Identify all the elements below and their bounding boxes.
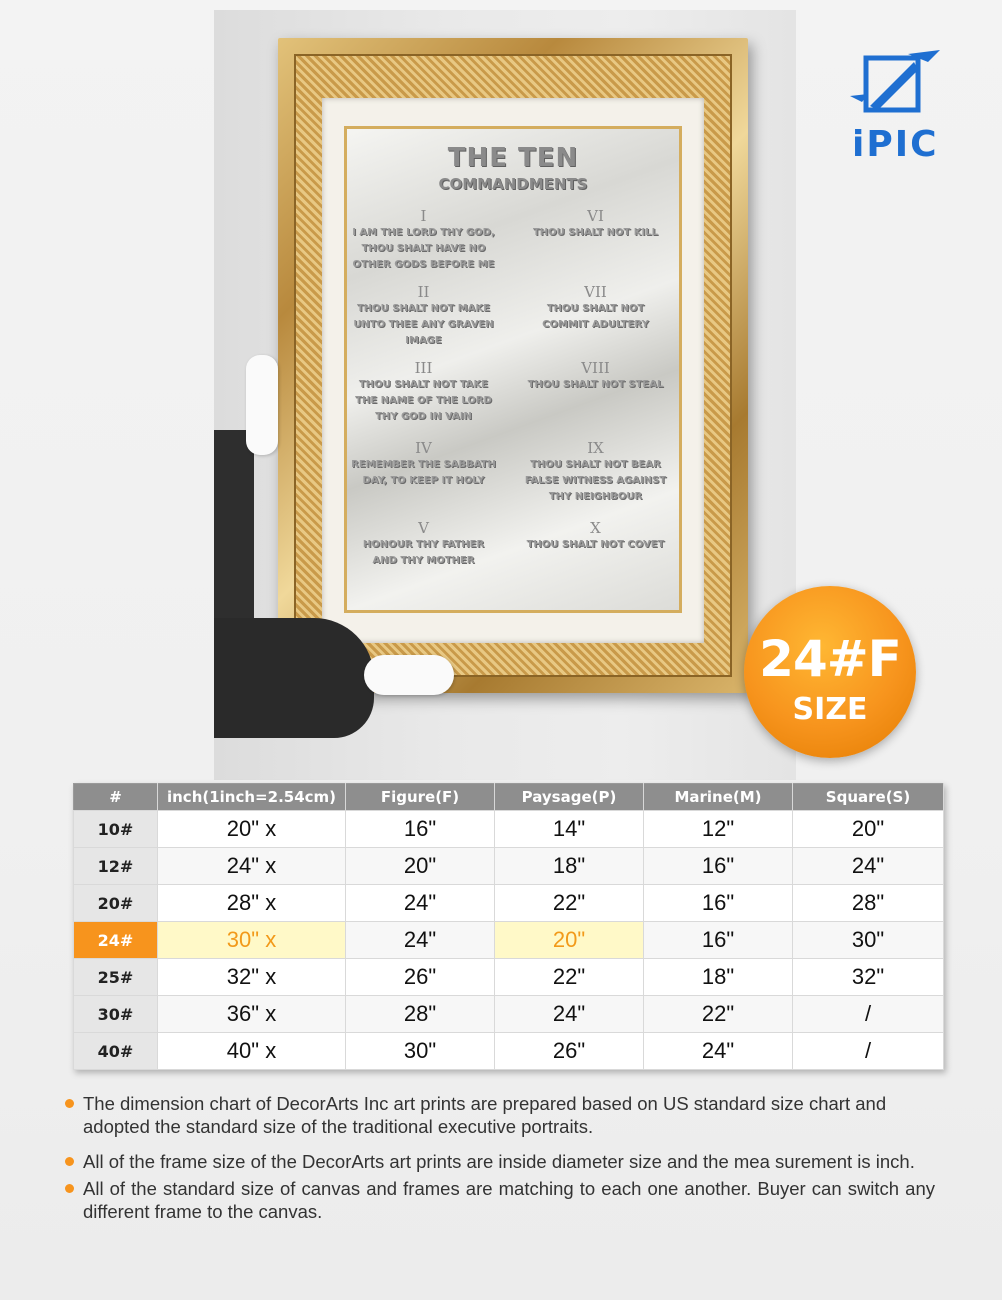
table-cell: 18" [495, 848, 644, 885]
row-size-label: 20# [74, 885, 158, 922]
picture-frame [278, 38, 748, 693]
note-item [65, 1092, 935, 1138]
table-cell: 22" [495, 959, 644, 996]
table-cell: 30" [793, 922, 944, 959]
suit-sleeve-left [214, 430, 254, 640]
white-glove-left [246, 355, 278, 455]
table-cell: 18" [644, 959, 793, 996]
commandment-text: THOU SHALT NOT BEAR FALSE WITNESS AGAINST THY NEIGHBOUR [524, 459, 667, 502]
commandment-5 [351, 519, 496, 569]
commandment-9 [523, 439, 668, 505]
commandment-text: I AM THE LORD THY GOD, THOU SHALT HAVE NO OTHER GODS BEFORE ME [352, 227, 495, 270]
table-cell: 32" [793, 959, 944, 996]
commandment-number: I [420, 207, 427, 225]
artwork-subtitle: COMMANDMENTS [438, 175, 588, 193]
artwork-marble [344, 126, 682, 613]
table-cell: 16" [644, 885, 793, 922]
commandment-text: THOU SHALT NOT TAKE THE NAME OF THE LORD THY GOD IN VAIN [355, 379, 492, 422]
table-cell: 28" [346, 996, 495, 1033]
commandment-number: VIII [581, 359, 610, 377]
table-cell: 32" x [158, 959, 346, 996]
table-cell: 20" [793, 811, 944, 848]
table-cell-highlighted: 20" [495, 922, 644, 959]
row-size-label: 10# [74, 811, 158, 848]
commandment-3 [351, 359, 496, 425]
column-header: Paysage(P) [495, 784, 644, 811]
table-cell: / [793, 1033, 944, 1070]
bullet-dot-icon [65, 1099, 74, 1108]
commandment-text: THOU SHALT NOT COMMIT ADULTERY [542, 303, 649, 330]
table-cell: 30" [346, 1033, 495, 1070]
row-size-label: 12# [74, 848, 158, 885]
brand-logo-text: iPIC [852, 124, 939, 165]
white-glove-bottom [364, 655, 454, 695]
table-cell: 22" [644, 996, 793, 1033]
bullet-dot-icon [65, 1157, 74, 1166]
row-size-label: 24# [74, 922, 158, 959]
table-cell: 28" [793, 885, 944, 922]
table-cell-highlighted: 30" x [158, 922, 346, 959]
commandment-text: THOU SHALT NOT KILL [532, 227, 658, 238]
table-cell: 20" x [158, 811, 346, 848]
table-cell: 36" x [158, 996, 346, 1033]
table-cell: 24" [346, 922, 495, 959]
commandment-number: IX [587, 439, 604, 457]
table-cell: 24" [346, 885, 495, 922]
bullet-dot-icon [65, 1184, 74, 1193]
commandment-10 [523, 519, 668, 553]
note-text: All of the frame size of the DecorArts art prints are inside diameter size and the mea surement is inch. [83, 1151, 915, 1172]
commandment-number: X [590, 519, 601, 537]
table-cell: 20" [346, 848, 495, 885]
column-header: inch(1inch=2.54cm) [158, 784, 346, 811]
table-cell: 24" [495, 996, 644, 1033]
badge-size-label: SIZE [792, 692, 868, 727]
table-cell: 26" [495, 1033, 644, 1070]
note-text: The dimension chart of DecorArts Inc art prints are prepared based on US standard size chart and adopted the standard size of the traditional executive portraits. [83, 1093, 887, 1137]
frame-mat [322, 98, 704, 643]
table-cell: 16" [644, 922, 793, 959]
commandment-text: HONOUR THY FATHER AND THY MOTHER [362, 539, 485, 566]
badge-size-value: 24#F [759, 630, 901, 688]
commandment-number: VI [587, 207, 604, 225]
table-row [74, 811, 944, 848]
commandment-7 [523, 283, 668, 333]
product-photo [214, 10, 796, 780]
commandment-2 [351, 283, 496, 349]
table-cell: / [793, 996, 944, 1033]
size-chart-table [73, 783, 944, 1070]
table-row [74, 959, 944, 996]
column-header: Square(S) [793, 784, 944, 811]
table-cell: 22" [495, 885, 644, 922]
commandment-text: REMEMBER THE SABBATH DAY, TO KEEP IT HOLY [351, 459, 496, 486]
row-size-label: 30# [74, 996, 158, 1033]
notes-list [65, 1092, 935, 1235]
table-cell: 16" [346, 811, 495, 848]
commandment-text: THOU SHALT NOT STEAL [527, 379, 664, 390]
table-cell: 24" [644, 1033, 793, 1070]
column-header: Figure(F) [346, 784, 495, 811]
commandment-number: II [417, 283, 430, 301]
commandment-number: III [414, 359, 433, 377]
table-cell: 14" [495, 811, 644, 848]
table-cell: 28" x [158, 885, 346, 922]
row-size-label: 25# [74, 959, 158, 996]
column-header: Marine(M) [644, 784, 793, 811]
size-badge [744, 586, 916, 758]
suit-sleeve-bottom [214, 618, 374, 738]
commandment-text: THOU SHALT NOT MAKE UNTO THEE ANY GRAVEN IMAGE [353, 303, 494, 346]
table-row [74, 996, 944, 1033]
commandment-number: V [418, 519, 429, 537]
commandment-4 [351, 439, 496, 489]
artwork-title: THE TEN [447, 143, 579, 173]
table-cell: 24" [793, 848, 944, 885]
table-row [74, 848, 944, 885]
table-cell: 24" x [158, 848, 346, 885]
row-size-label: 40# [74, 1033, 158, 1070]
table-cell: 26" [346, 959, 495, 996]
table-row [74, 885, 944, 922]
table-row-highlighted [74, 922, 944, 959]
table-cell: 40" x [158, 1033, 346, 1070]
commandment-6 [523, 207, 668, 241]
commandment-number: VII [584, 283, 607, 301]
commandment-8 [523, 359, 668, 393]
table-row [74, 1033, 944, 1070]
column-header: # [74, 784, 158, 811]
note-text: All of the standard size of canvas and frames are matching to each one another. Buyer can switch any different frame to the canvas. [83, 1178, 935, 1222]
table-header-row [74, 784, 944, 811]
note-item [65, 1177, 935, 1223]
table-cell: 16" [644, 848, 793, 885]
commandment-text: THOU SHALT NOT COVET [526, 539, 665, 550]
commandment-1 [351, 207, 496, 273]
note-item [65, 1150, 935, 1173]
commandment-number: IV [415, 439, 432, 457]
table-cell: 12" [644, 811, 793, 848]
